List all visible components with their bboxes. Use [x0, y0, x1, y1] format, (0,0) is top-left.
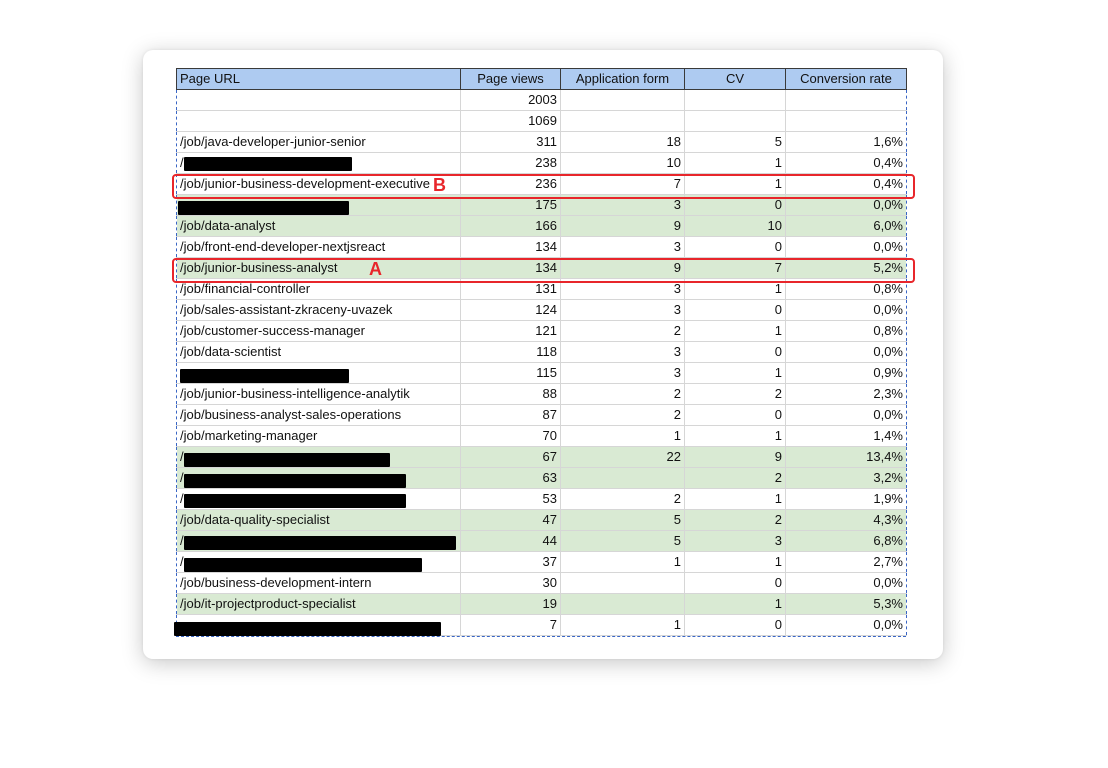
cell-cv: 1 — [685, 279, 786, 300]
cell-cv: 1 — [685, 426, 786, 447]
cell-page-views: 166 — [461, 216, 561, 237]
highlight-box-a — [172, 258, 915, 283]
table-row — [177, 111, 907, 132]
cell-cv: 0 — [685, 237, 786, 258]
cell-page-views: 19 — [461, 594, 561, 615]
cell-page-views: 115 — [461, 363, 561, 384]
cell-page-views: 7 — [461, 615, 561, 636]
cell-page-url: /job/junior-business-intelligence-analytik — [177, 384, 461, 405]
cell-page-url: /job/sales-assistant-zkraceny-uvazek — [177, 300, 461, 321]
cell-application-form: 2 — [561, 489, 685, 510]
cell-cv: 1 — [685, 489, 786, 510]
cell-page-views: 134 — [461, 237, 561, 258]
cell-conversion-rate: 0,0% — [786, 237, 907, 258]
cell-page-views: 1069 — [461, 111, 561, 132]
table-row — [177, 426, 907, 447]
header-page-views: Page views — [461, 69, 561, 90]
cell-page-views: 118 — [461, 342, 561, 363]
redaction-bar — [184, 536, 456, 550]
cell-page-url: /job/java-developer-junior-senior — [177, 132, 461, 153]
cell-conversion-rate: 1,4% — [786, 426, 907, 447]
cell-page-url — [177, 111, 461, 132]
cell-application-form: 1 — [561, 426, 685, 447]
cell-conversion-rate: 0,0% — [786, 405, 907, 426]
redaction-bar — [180, 369, 349, 383]
cell-application-form: 18 — [561, 132, 685, 153]
cell-conversion-rate: 1,9% — [786, 489, 907, 510]
cell-page-url: / — [177, 153, 461, 174]
cell-page-url: /job/customer-success-manager — [177, 321, 461, 342]
cell-page-url: /job/data-scientist — [177, 342, 461, 363]
cell-cv: 10 — [685, 216, 786, 237]
cell-page-views: 311 — [461, 132, 561, 153]
cell-cv — [685, 90, 786, 111]
cell-page-url — [177, 90, 461, 111]
cell-cv: 7 — [685, 258, 786, 279]
conversion-table — [176, 68, 907, 636]
table-bottom-edge — [176, 636, 906, 637]
cell-conversion-rate: 0,0% — [786, 300, 907, 321]
cell-page-views: 131 — [461, 279, 561, 300]
cell-page-views: 238 — [461, 153, 561, 174]
highlight-box-b — [172, 174, 915, 199]
cell-cv: 0 — [685, 195, 786, 216]
cell-conversion-rate: 0,4% — [786, 153, 907, 174]
cell-cv: 0 — [685, 342, 786, 363]
cell-cv: 1 — [685, 174, 786, 195]
cell-conversion-rate — [786, 90, 907, 111]
table-row — [177, 573, 907, 594]
cell-conversion-rate: 4,3% — [786, 510, 907, 531]
cell-cv: 2 — [685, 510, 786, 531]
cell-application-form: 7 — [561, 174, 685, 195]
cell-cv: 1 — [685, 552, 786, 573]
cell-application-form: 2 — [561, 321, 685, 342]
cell-application-form: 9 — [561, 258, 685, 279]
cell-cv: 1 — [685, 594, 786, 615]
cell-application-form: 1 — [561, 615, 685, 636]
cell-conversion-rate: 6,8% — [786, 531, 907, 552]
cell-application-form — [561, 90, 685, 111]
redaction-bar — [178, 201, 349, 215]
cell-cv: 1 — [685, 321, 786, 342]
cell-cv: 1 — [685, 153, 786, 174]
cell-conversion-rate — [786, 111, 907, 132]
cell-page-views: 88 — [461, 384, 561, 405]
cell-page-url: /job/data-analyst — [177, 216, 461, 237]
cell-page-url: / — [177, 447, 461, 468]
redaction-bar — [184, 453, 390, 467]
cell-page-url: /job/financial-controller — [177, 279, 461, 300]
table-row — [177, 384, 907, 405]
cell-page-views: 121 — [461, 321, 561, 342]
header-page-url: Page URL — [177, 69, 461, 90]
cell-page-url: / — [177, 531, 461, 552]
cell-page-views: 53 — [461, 489, 561, 510]
cell-conversion-rate: 0,0% — [786, 342, 907, 363]
redaction-bar — [184, 558, 422, 572]
redaction-bar — [174, 622, 441, 636]
cell-cv: 1 — [685, 363, 786, 384]
cell-application-form: 22 — [561, 447, 685, 468]
cell-application-form: 9 — [561, 216, 685, 237]
cell-conversion-rate: 2,3% — [786, 384, 907, 405]
redaction-bar — [184, 157, 352, 171]
header-application-form: Application form — [561, 69, 685, 90]
table-row — [177, 237, 907, 258]
cell-cv — [685, 111, 786, 132]
header-row — [177, 69, 907, 90]
cell-application-form: 3 — [561, 342, 685, 363]
cell-page-views: 63 — [461, 468, 561, 489]
redaction-bar — [184, 474, 406, 488]
cell-conversion-rate: 0,9% — [786, 363, 907, 384]
cell-application-form — [561, 594, 685, 615]
table-row — [177, 300, 907, 321]
cell-application-form: 3 — [561, 300, 685, 321]
table-row — [177, 342, 907, 363]
cell-page-views: 37 — [461, 552, 561, 573]
cell-conversion-rate: 0,8% — [786, 279, 907, 300]
cell-page-views: 44 — [461, 531, 561, 552]
table-row — [177, 132, 907, 153]
cell-page-views: 236 — [461, 174, 561, 195]
header-cv: CV — [685, 69, 786, 90]
header-conversion-rate: Conversion rate — [786, 69, 907, 90]
cell-cv: 2 — [685, 468, 786, 489]
cell-page-views: 124 — [461, 300, 561, 321]
table-row — [177, 594, 907, 615]
cell-page-url: /job/data-quality-specialist — [177, 510, 461, 531]
table-row — [177, 405, 907, 426]
cell-cv: 0 — [685, 405, 786, 426]
cell-application-form — [561, 468, 685, 489]
cell-page-url: /job/business-development-intern — [177, 573, 461, 594]
cell-page-url: /job/junior-business-analyst — [177, 258, 461, 279]
redaction-bar — [184, 494, 406, 508]
cell-page-views: 87 — [461, 405, 561, 426]
cell-application-form — [561, 573, 685, 594]
cell-page-url: / — [177, 552, 461, 573]
marker-b: B — [433, 175, 446, 195]
cell-application-form: 1 — [561, 552, 685, 573]
cell-conversion-rate: 5,2% — [786, 258, 907, 279]
cell-conversion-rate: 0,8% — [786, 321, 907, 342]
cell-page-views: 47 — [461, 510, 561, 531]
cell-conversion-rate: 0,0% — [786, 573, 907, 594]
cell-page-url: / — [177, 468, 461, 489]
cell-cv: 0 — [685, 615, 786, 636]
cell-conversion-rate: 5,3% — [786, 594, 907, 615]
cell-application-form: 3 — [561, 237, 685, 258]
table-row — [177, 510, 907, 531]
cell-conversion-rate: 2,7% — [786, 552, 907, 573]
cell-cv: 0 — [685, 573, 786, 594]
cell-page-url: /job/marketing-manager — [177, 426, 461, 447]
cell-page-url: /job/junior-business-development-executive — [177, 174, 461, 195]
cell-application-form: 3 — [561, 363, 685, 384]
cell-conversion-rate: 1,6% — [786, 132, 907, 153]
cell-conversion-rate: 13,4% — [786, 447, 907, 468]
cell-page-views: 67 — [461, 447, 561, 468]
cell-page-views: 134 — [461, 258, 561, 279]
cell-page-views: 175 — [461, 195, 561, 216]
cell-page-url: /job/it-projectproduct-specialist — [177, 594, 461, 615]
cell-page-url: /job/front-end-developer-nextjsreact — [177, 237, 461, 258]
cell-conversion-rate: 0,0% — [786, 195, 907, 216]
cell-page-url: /job/business-analyst-sales-operations — [177, 405, 461, 426]
cell-cv: 0 — [685, 300, 786, 321]
cell-cv: 2 — [685, 384, 786, 405]
cell-conversion-rate: 3,2% — [786, 468, 907, 489]
cell-application-form: 10 — [561, 153, 685, 174]
marker-a: A — [369, 259, 382, 279]
cell-conversion-rate: 0,4% — [786, 174, 907, 195]
cell-page-url: / — [177, 489, 461, 510]
table-row — [177, 321, 907, 342]
cell-cv: 5 — [685, 132, 786, 153]
cell-application-form: 3 — [561, 279, 685, 300]
cell-cv: 3 — [685, 531, 786, 552]
cell-application-form: 3 — [561, 195, 685, 216]
cell-application-form — [561, 111, 685, 132]
table-body — [177, 90, 907, 636]
cell-conversion-rate: 0,0% — [786, 615, 907, 636]
cell-conversion-rate: 6,0% — [786, 216, 907, 237]
cell-application-form: 2 — [561, 405, 685, 426]
cell-cv: 9 — [685, 447, 786, 468]
cell-page-views: 70 — [461, 426, 561, 447]
table-row — [177, 216, 907, 237]
cell-page-views: 30 — [461, 573, 561, 594]
cell-application-form: 5 — [561, 531, 685, 552]
cell-application-form: 5 — [561, 510, 685, 531]
table-row — [177, 90, 907, 111]
cell-page-views: 2003 — [461, 90, 561, 111]
cell-application-form: 2 — [561, 384, 685, 405]
